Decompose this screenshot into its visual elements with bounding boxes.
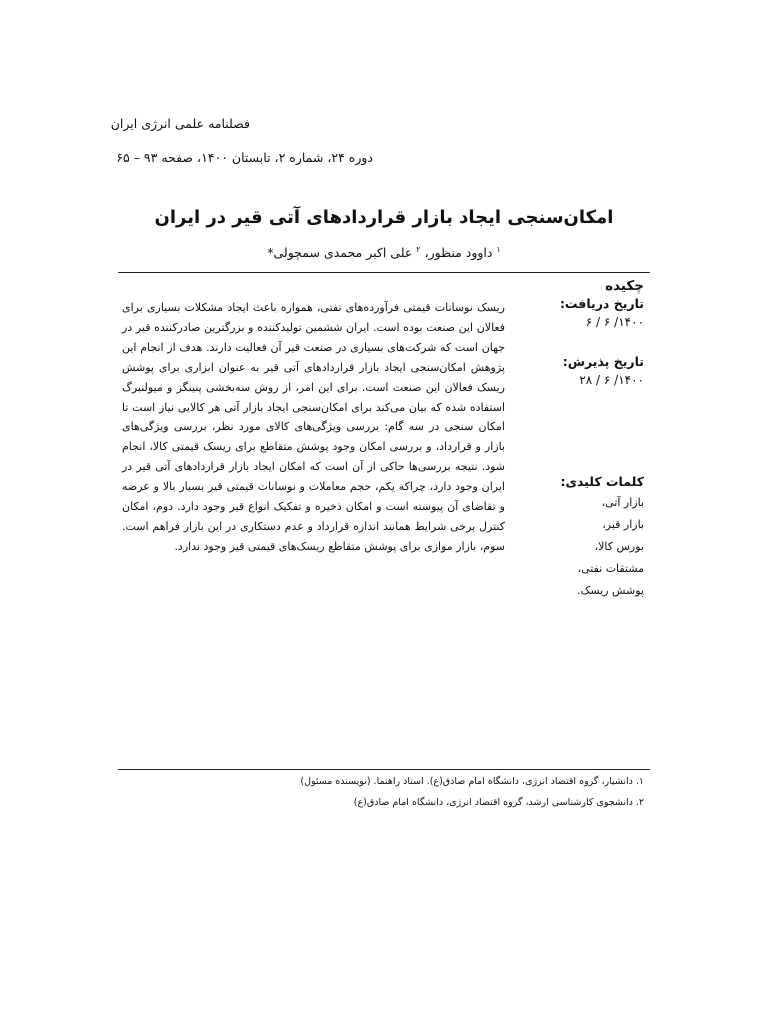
keyword-item: مشتقات نفتی،	[577, 562, 644, 575]
received-block	[524, 296, 644, 329]
abstract-heading: چکیده	[605, 278, 644, 294]
received-date: ۱۴۰۰/ ۶ / ۶	[585, 315, 644, 329]
author-2-name: علی اکبر محمدی سمچولی*	[267, 245, 413, 261]
keyword-item: بورس کالا،	[594, 540, 644, 553]
accepted-block	[524, 354, 644, 387]
authors-line	[120, 245, 648, 260]
keywords-block	[524, 474, 644, 602]
author-2-marker: ۲	[416, 245, 421, 254]
footnote-1: ۱. دانشیار، گروه اقتصاد انرژی، دانشگاه امام صادق(ع). استاد راهنما. (نویسنده مسئول)	[300, 776, 644, 787]
accepted-date: ۱۴۰۰/ ۶ / ۲۸	[579, 373, 644, 387]
article-title: امکان‌سنجی ایجاد بازار قراردادهای آتی قیر در ایران	[154, 207, 614, 228]
abstract-body: ریسک نوسانات قیمتی فرآورده‌های نفتی، همواره باعث ایجاد مشکلات بسیاری برای فعالان این صنعت بوده است. ایران ششمین تولیدکننده و بزرگترین صادرکننده قیر در جهان است که شرکت‌های بسیاری در صنعت قیر آن فعالیت دارند. هدف از انجام این پژوهش امکان‌سنجی ایجاد بازار قراردادهای آتی قیر به عنوان ابزاری برای پوشش ریسک فعالان این صنعت است. برای این امر، از روش سه‌بخشی پنینگز و میولنبرگ استفاده شده که بیان می‌کند برای امکان‌سنجی ایجاد بازار آتی هر کالایی نیاز است تا امکان سنجی در سه گام: بررسی ویژگی‌های کالای مورد نظر، بررسی ویژگی‌های بازار و قرارداد، و بررسی امکان وجود پوشش متقاطع برای ریسک قیمتی کالا، انجام شود. نتیجه بررسی‌ها حاکی از آن است که امکان ایجاد بازار قراردادهای آتی قیر در ایران وجود دارد، چراکه یکم، حجم معاملات و نوسانات قیمتی قیر بسیار بالا و عرضه و تقاضای آن پیوسته است و امکان ذخیره و تفکیک انواع قیر وجود دارد. دوم، امکان کنترل برخی شرایط همانند اندازه قرارداد و عدم دستکاری در این بازار فراهم است. سوم، بازار موازی برای پوشش متقاطع ریسک‌های قیمتی قیر وجود ندارد.	[122, 301, 505, 553]
issue-info: دوره ۲۴، شماره ۲، تابستان ۱۴۰۰، صفحه ۹۳ – ۶۵	[116, 150, 373, 165]
keywords-label: کلمات کلیدی:	[560, 474, 644, 489]
author-1-marker: ۱	[496, 245, 501, 254]
journal-name: فصلنامه علمی انرژی ایران	[110, 116, 250, 131]
footnotes	[124, 771, 644, 813]
received-label: تاریخ دریافت:	[559, 296, 644, 311]
keyword-item: بازار قیر،	[602, 518, 644, 531]
keywords-list	[524, 492, 644, 602]
keyword-item: بازار آتی،	[601, 496, 644, 509]
footnote-2: ۲. دانشجوی کارشناسی ارشد، گروه اقتصاد انرژی، دانشگاه امام صادق(ع)	[353, 797, 644, 808]
footnote-divider	[118, 769, 650, 770]
top-divider	[118, 272, 650, 273]
author-separator: ،	[420, 245, 429, 261]
keyword-item: پوشش ریسک.	[576, 584, 644, 597]
author-1-name: داوود منظور	[428, 245, 493, 261]
accepted-label: تاریخ پذیرش:	[562, 354, 644, 369]
